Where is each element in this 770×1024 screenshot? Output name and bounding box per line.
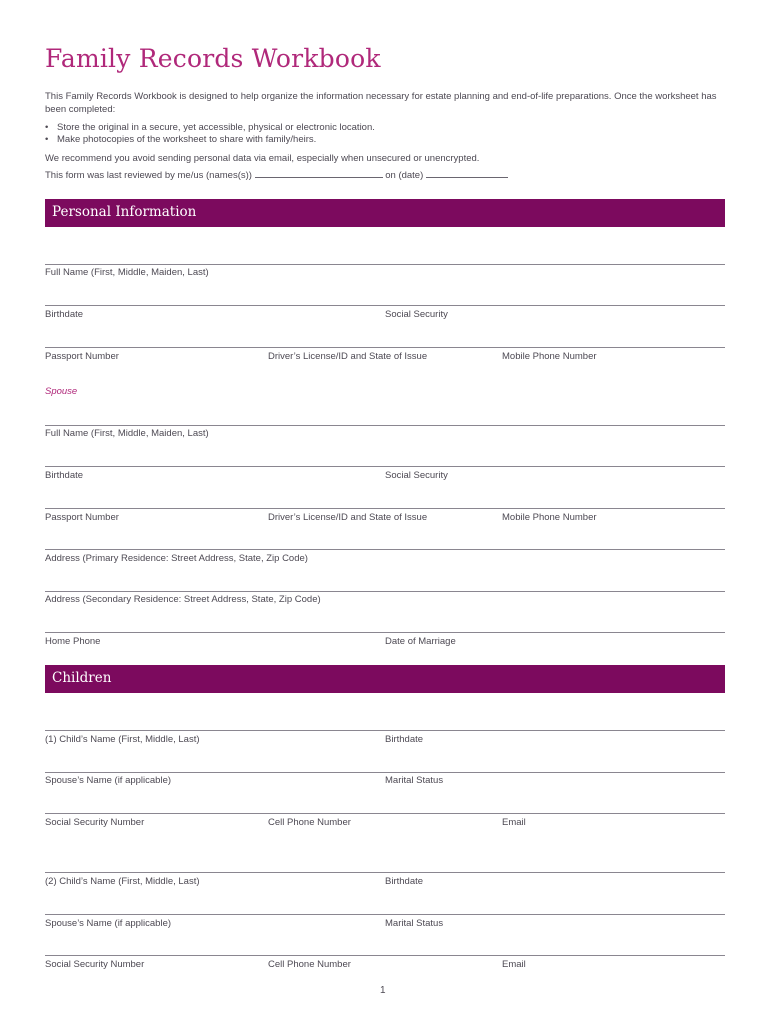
field-label: Mobile Phone Number — [502, 351, 597, 362]
spouse-subheading: Spouse — [45, 386, 78, 397]
spouse-birthdate-field[interactable] — [45, 466, 725, 467]
intro-paragraph: This Family Records Workbook is designed to help organize the information necessary for estate planning and end-of-life preparations. Once the worksheet has been completed: — [45, 91, 717, 115]
field-label: Date of Marriage — [385, 636, 456, 647]
field-label: Address (Secondary Residence: Street Address, State, Zip Code) — [45, 594, 321, 605]
bullet-icon: • — [45, 122, 49, 133]
bullet-icon: • — [45, 134, 49, 145]
field-label: Email — [502, 959, 526, 970]
child1-name-field[interactable] — [45, 730, 725, 731]
field-label: Birthdate — [385, 876, 424, 887]
field-label: Birthdate — [45, 470, 84, 481]
field-label: Marital Status — [385, 918, 444, 929]
review-date-field[interactable] — [426, 169, 508, 178]
field-label: Home Phone — [45, 636, 101, 647]
field-label: Mobile Phone Number — [502, 512, 597, 523]
field-label: Spouse’s Name (if applicable) — [45, 775, 172, 786]
field-label: Social Security — [385, 470, 448, 481]
section-header-children: Children — [45, 665, 725, 693]
field-label: Email — [502, 817, 526, 828]
page-title: Family Records Workbook — [45, 44, 381, 73]
child2-ssn-field[interactable] — [45, 955, 725, 956]
spouse-full-name-field[interactable] — [45, 425, 725, 426]
field-label: Passport Number — [45, 512, 119, 523]
field-label: Marital Status — [385, 775, 444, 786]
child2-name-field[interactable] — [45, 872, 725, 873]
passport-field[interactable] — [45, 347, 725, 348]
field-label: Birthdate — [385, 734, 424, 745]
child1-spouse-field[interactable] — [45, 772, 725, 773]
section-header-personal: Personal Information — [45, 199, 725, 227]
child1-ssn-field[interactable] — [45, 813, 725, 814]
primary-address-field[interactable] — [45, 549, 725, 550]
secondary-address-field[interactable] — [45, 591, 725, 592]
field-label: (1) Child’s Name (First, Middle, Last) — [45, 734, 200, 745]
review-line: This form was last reviewed by me/us (names(s)) on (date) — [45, 169, 508, 182]
field-label: Social Security Number — [45, 959, 145, 970]
bullet-item: • Make photocopies of the worksheet to share with family/heirs. — [45, 134, 317, 145]
field-label: Spouse’s Name (if applicable) — [45, 918, 172, 929]
field-label: Social Security — [385, 309, 448, 320]
field-label: Full Name (First, Middle, Maiden, Last) — [45, 267, 209, 278]
full-name-field[interactable] — [45, 264, 725, 265]
bullet-item: • Store the original in a secure, yet accessible, physical or electronic location. — [45, 122, 375, 133]
page-number: 1 — [380, 985, 386, 996]
reviewer-names-field[interactable] — [255, 169, 383, 178]
home-phone-field[interactable] — [45, 632, 725, 633]
recommendation-text: We recommend you avoid sending personal data via email, especially when unsecured or unencrypted. — [45, 153, 480, 164]
field-label: Cell Phone Number — [268, 959, 351, 970]
field-label: Cell Phone Number — [268, 817, 351, 828]
field-label: Address (Primary Residence: Street Address, State, Zip Code) — [45, 553, 308, 564]
child2-spouse-field[interactable] — [45, 914, 725, 915]
field-label: Social Security Number — [45, 817, 145, 828]
field-label: Birthdate — [45, 309, 84, 320]
field-label: Driver’s License/ID and State of Issue — [268, 512, 428, 523]
field-label: (2) Child’s Name (First, Middle, Last) — [45, 876, 200, 887]
field-label: Driver’s License/ID and State of Issue — [268, 351, 428, 362]
field-label: Full Name (First, Middle, Maiden, Last) — [45, 428, 209, 439]
field-label: Passport Number — [45, 351, 119, 362]
spouse-passport-field[interactable] — [45, 508, 725, 509]
birthdate-field[interactable] — [45, 305, 725, 306]
